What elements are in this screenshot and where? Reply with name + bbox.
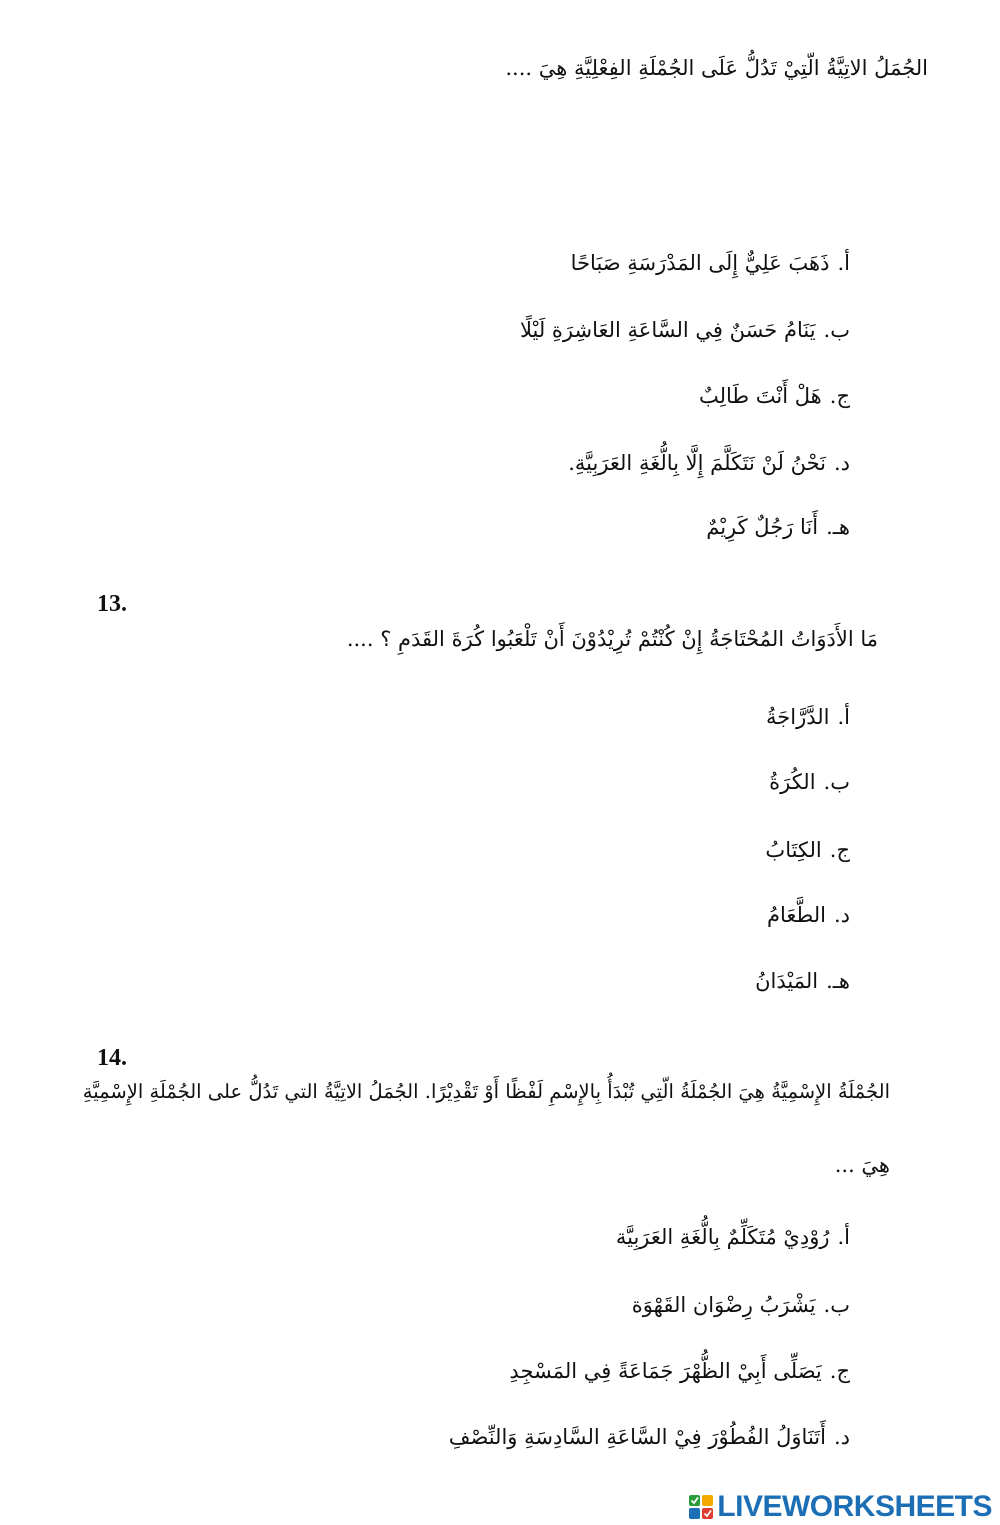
option-text: رُوْدِيْ مُتَكَلِّمٌ بِالُّغَةِ العَرَبِيَّة bbox=[615, 1225, 830, 1249]
option-text: هَلْ أَنْتَ طَالِبٌ bbox=[699, 384, 822, 408]
option-letter: ب. bbox=[823, 770, 850, 794]
option-letter: د. bbox=[833, 1425, 850, 1449]
liveworksheets-wordmark: LIVEWORKSHEETS bbox=[717, 1490, 992, 1523]
q12-option-a[interactable] bbox=[571, 248, 850, 278]
q14-option-b[interactable] bbox=[632, 1290, 850, 1320]
q14-option-d[interactable] bbox=[449, 1422, 850, 1452]
option-text: يَنَامُ حَسَنٌ فِي السَّاعَةِ العَاشِرَةِ لَيْلًا bbox=[519, 318, 816, 342]
option-letter: أ. bbox=[837, 1225, 850, 1249]
option-letter: ب. bbox=[823, 318, 850, 342]
option-text: الكِتَابُ bbox=[765, 838, 822, 862]
q14-option-a[interactable] bbox=[616, 1222, 850, 1252]
option-letter: ج. bbox=[829, 1359, 850, 1383]
q14-option-c[interactable] bbox=[509, 1356, 850, 1386]
option-text: الطَّعَامُ bbox=[766, 903, 826, 927]
option-letter: ج. bbox=[829, 384, 850, 408]
option-letter: د. bbox=[833, 451, 850, 475]
q13-prompt: مَا الأَدَوَاتُ المُحْتَاجَةُ إِنْ كُنْتُمْ تُرِيْدُوْنَ أَنْ تَلْعَبُوا كُرَةَ القَدَمِ ؟ .... bbox=[346, 627, 878, 651]
q13-option-a[interactable] bbox=[766, 702, 850, 732]
option-letter: ج. bbox=[829, 838, 850, 862]
option-text: المَيْدَانُ bbox=[755, 969, 819, 993]
option-text: الكُرَةُ bbox=[769, 770, 816, 794]
q14-prompt-line2: هِيَ ... bbox=[834, 1153, 890, 1177]
q13-option-c[interactable] bbox=[765, 835, 850, 865]
option-letter: أ. bbox=[837, 251, 850, 275]
liveworksheets-brand[interactable] bbox=[688, 1490, 992, 1524]
option-letter: هـ. bbox=[826, 515, 850, 539]
option-text: يَصَلِّى أَبِيْ الظُّهْرَ جَمَاعَةً فِي المَسْجِدِ bbox=[509, 1359, 822, 1383]
q13-number: 13. bbox=[97, 591, 127, 617]
q12-option-c[interactable] bbox=[699, 381, 850, 411]
q12-option-e[interactable] bbox=[706, 512, 850, 542]
q13-option-d[interactable] bbox=[767, 900, 850, 930]
q12-prompt: الجُمَلُ الاتِيَّةُ الّتِيْ تَدُلُّ عَلَى الجُمْلَةِ الفِعْلِيَّةِ هِيَ .... bbox=[505, 56, 928, 80]
option-text: أَتَنَاوَلُ الفُطُوْرَ فِيْ السَّاعَةِ السَّادِسَةِ وَالنِّصْفِ bbox=[448, 1425, 826, 1449]
q13-option-e[interactable] bbox=[755, 966, 850, 996]
option-text: أَنَا رَجُلٌ كَرِيْمٌ bbox=[706, 515, 819, 539]
q14-prompt-line1: الجُمْلَةُ الإِسْمِيَّةُ هِيَ الجُمْلَةُ الّتِي تُبْدَأُ بِالإِسْمِ لَفْظًا أَوْ تَقْدِيْرًا. الجُمَلُ الاتِيَّةُ التي تَدُلُّ على الجُمْلَةِ الإِسْمِيَّةِ bbox=[82, 1080, 890, 1103]
q12-option-d[interactable] bbox=[568, 448, 850, 478]
option-letter: د. bbox=[833, 903, 850, 927]
option-letter: هـ. bbox=[826, 969, 850, 993]
q13-option-b[interactable] bbox=[769, 767, 850, 797]
liveworksheets-logo-icon bbox=[688, 1494, 714, 1520]
q12-option-b[interactable] bbox=[520, 315, 850, 345]
option-text: يَشْرَبُ رِضْوَان القَهْوَة bbox=[631, 1293, 816, 1317]
option-letter: ب. bbox=[823, 1293, 850, 1317]
q14-number: 14. bbox=[97, 1045, 127, 1071]
option-text: ذَهَبَ عَلِيٌّ إِلَى المَدْرَسَةِ صَبَاحًا bbox=[570, 251, 830, 275]
option-letter: أ. bbox=[837, 705, 850, 729]
option-text: الدَّرَّاجَةُ bbox=[766, 705, 830, 729]
option-text: نَحْنُ لَنْ نَتَكَلَّمَ إِلَّا بِالُّغَةِ العَرَبِيَّةِ. bbox=[568, 451, 826, 475]
